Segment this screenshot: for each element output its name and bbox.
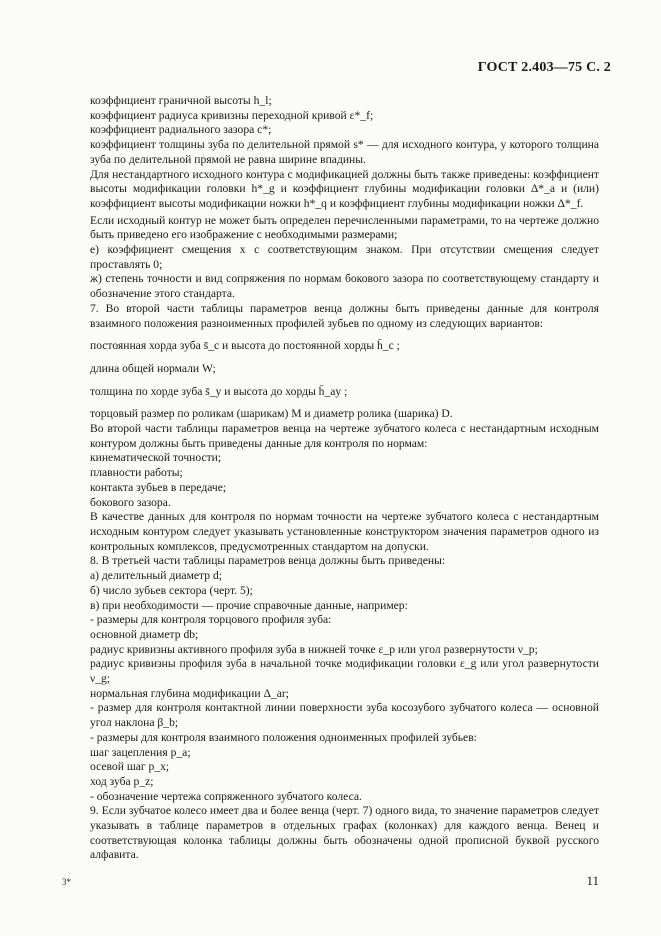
paragraph: радиус кривизны активного профиля зуба в нижней точке ε_p или угол развернутости ν_p; (90, 642, 538, 656)
paragraph: толщина по хорде зуба s̄_y и высота до хорды h̄_ay ; (90, 384, 348, 398)
paragraph: контакта зубьев в передаче; (90, 480, 227, 494)
paragraph: Если исходный контур не может быть определен перечисленными параметрами, то на чертеже должно быть приведено его изображение с необходимыми размерами; (90, 213, 599, 242)
page-header: ГОСТ 2.403—75 С. 2 (477, 60, 611, 75)
paragraph: а) делительный диаметр d; (90, 569, 222, 583)
paragraph: коэффициент радиуса кривизны переходной кривой ε*_f; (90, 108, 374, 122)
paragraph: радиус кривизны профиля зуба в начальной точке модификации головки ε_g или угол развернутости ν_g; (90, 657, 599, 686)
footer-mark: 3* (62, 877, 71, 887)
paragraph: нормальная глубина модификации Δ_ar; (90, 686, 289, 700)
paragraph: осевой шаг p_x; (90, 760, 170, 774)
paragraph: бокового зазора. (90, 495, 171, 509)
paragraph: б) число зубьев сектора (черт. 5); (90, 583, 253, 597)
paragraph: плавности работы; (90, 466, 183, 480)
paragraph: - размер для контроля контактной линии поверхности зуба косозубого зубчатого колеса — основной угол наклона β_b; (90, 701, 599, 730)
paragraph: Для нестандартного исходного контура с модификацией должны быть также приведены: коэффициент высоты модификации головки h*_g и коэффициент глубины модификации головки Δ*_a и (или) коэффициент высоты модификации ножки h*_q и коэффициент глубины модификации ножки Δ*_f. (90, 167, 599, 210)
paragraph: 8. В третьей части таблицы параметров венца должны быть приведены: (90, 554, 446, 568)
paragraph: 9. Если зубчатое колесо имеет два и более венца (черт. 7) одного вида, то значение параметров следует указывать в таблице параметров в отдельных графах (колонках) для каждого венца. Венец и соответствующая колонка таблицы должны быть обозначены одной прописной буквой русского алфавита. (90, 804, 599, 862)
document-body (62, 94, 599, 863)
paragraph: коэффициент толщины зуба по делительной прямой s* — для исходного контура, у которого толщина зуба по делительной прямой не равна ширине впадины. (90, 138, 599, 166)
paragraph: В качестве данных для контроля по нормам точности на чертеже зубчатого колеса с нестандартным исходным контуром следует указывать установленные конструктором значения параметров одного из контрольных комплексов, предусмотренных стандартом на допуски. (90, 510, 599, 553)
paragraph: ход зуба p_z; (90, 774, 154, 788)
paragraph: коэффициент радиального зазора c*; (90, 123, 272, 137)
paragraph: коэффициент граничной высоты h_l; (90, 94, 272, 107)
paragraph: кинематической точности; (90, 451, 222, 465)
paragraph: длина общей нормали W; (90, 361, 216, 375)
paragraph: е) коэффициент смещения x с соответствующим знаком. При отсутствии смещения следует проставлять 0; (90, 243, 599, 271)
paragraph: - размеры для контроля взаимного положения одноименных профилей зубьев: (90, 730, 477, 744)
paragraph: основной диаметр db; (90, 627, 199, 641)
paragraph: в) при необходимости — прочие справочные данные, например: (90, 598, 408, 612)
paragraph: Во второй части таблицы параметров венца на чертеже зубчатого колеса с нестандартным исходным контуром должны быть приведены данные для контроля по нормам: (90, 422, 599, 450)
paragraph: шаг зацепления p_a; (90, 745, 191, 759)
paragraph: - обозначение чертежа сопряженного зубчатого колеса. (90, 789, 362, 803)
paragraph: ж) степень точности и вид сопряжения по нормам бокового зазора по соответствующему стандарту и обозначение этого стандарта. (90, 272, 599, 301)
paragraph: постоянная хорда зуба s̄_c и высота до постоянной хорды h̄_c ; (90, 339, 400, 353)
paragraph: 7. Во второй части таблицы параметров венца должны быть приведены данные для контроля взаимного положения разноименных профилей зубьев по одному из следующих вариантов: (90, 301, 599, 330)
page-number: 11 (586, 873, 599, 888)
paragraph: торцовый размер по роликам (шарикам) M и диаметр ролика (шарика) D. (90, 407, 453, 421)
paragraph: - размеры для контроля торцового профиля зуба: (90, 613, 332, 627)
